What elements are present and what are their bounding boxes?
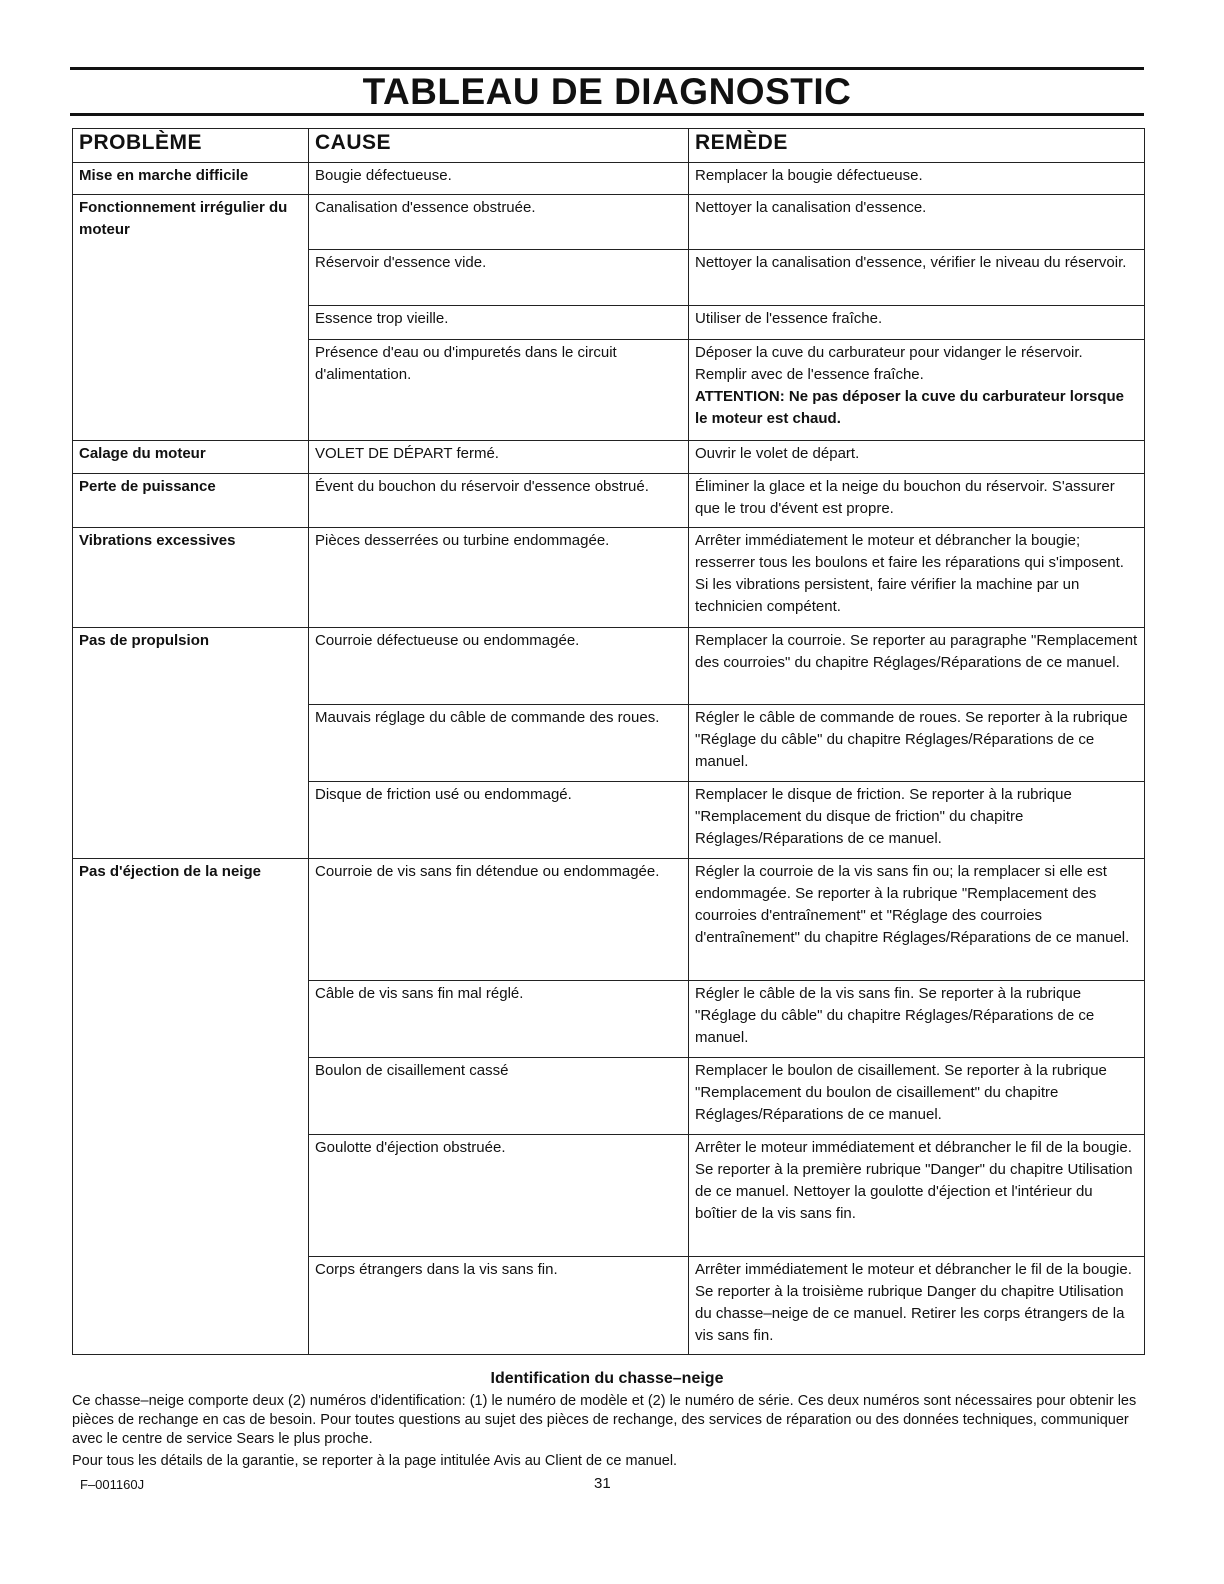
table-row xyxy=(73,782,1145,859)
page-title: TABLEAU DE DIAGNOSTIC xyxy=(362,71,852,112)
problem-cell: Perte de puissance xyxy=(73,474,309,528)
problem-cell xyxy=(73,1058,309,1135)
header-problem: PROBLÈME xyxy=(73,129,309,163)
cause-cell: Essence trop vieille. xyxy=(309,306,689,340)
table-row xyxy=(73,306,1145,340)
bottom-rule xyxy=(70,113,1144,116)
remedy-cell: Ouvrir le volet de départ. xyxy=(689,441,1145,474)
cause-cell: Disque de friction usé ou endommagé. xyxy=(309,782,689,859)
problem-cell: Vibrations excessives xyxy=(73,528,309,628)
problem-cell xyxy=(73,340,309,441)
identification-title: Identification du chasse–neige xyxy=(490,1370,724,1387)
remedy-cell: Arrêter immédiatement le moteur et débrancher la bougie; resserrer tous les boulons et faire les réparations qui s'imposent. Si les vibrations persistent, faire vérifier la machine par un technicien compétent. xyxy=(689,528,1145,628)
problem-cell: Fonctionnement irrégulier du moteur xyxy=(73,195,309,250)
table-row xyxy=(73,628,1145,705)
cause-cell: Évent du bouchon du réservoir d'essence obstrué. xyxy=(309,474,689,528)
remedy-cell: Remplacer le disque de friction. Se reporter à la rubrique "Remplacement du disque de friction" du chapitre Réglages/Réparations de ce manuel. xyxy=(689,782,1145,859)
problem-cell xyxy=(73,705,309,782)
table-row xyxy=(73,195,1145,250)
cause-cell: Corps étrangers dans la vis sans fin. xyxy=(309,1257,689,1355)
cause-cell: Boulon de cisaillement cassé xyxy=(309,1058,689,1135)
problem-cell xyxy=(73,306,309,340)
cause-cell: Présence d'eau ou d'impuretés dans le circuit d'alimentation. xyxy=(309,340,689,441)
remedy-cell: Remplacer la bougie défectueuse. xyxy=(689,163,1145,195)
table-row xyxy=(73,981,1145,1058)
problem-cell xyxy=(73,250,309,306)
diagnostic-table xyxy=(72,128,1145,1355)
problem-cell xyxy=(73,1135,309,1257)
warning-text: ATTENTION: Ne pas déposer la cuve du carburateur lorsque le moteur est chaud. xyxy=(695,388,1124,427)
cause-cell: Mauvais réglage du câble de commande des roues. xyxy=(309,705,689,782)
remedy-cell: Arrêter immédiatement le moteur et débrancher le fil de la bougie. Se reporter à la troisième rubrique Danger du chapitre Utilisation du chasse–neige de ce manuel. Retirer les corps étrangers de la vis sans fin. xyxy=(689,1257,1145,1355)
table-row xyxy=(73,528,1145,628)
remedy-cell: Éliminer la glace et la neige du bouchon du réservoir. S'assurer que le trou d'évent est propre. xyxy=(689,474,1145,528)
cause-cell: Courroie de vis sans fin détendue ou endommagée. xyxy=(309,859,689,981)
identification-text: Ce chasse–neige comporte deux (2) numéros d'identification: (1) le numéro de modèle et (2) le numéro de série. Ces deux numéros sont nécessaires pour obtenir les pièces de rechange en cas de besoin. Pour toutes questions au sujet des pièces de rechange, des services de réparation ou des données techniques, communiquer avec le centre de service Sears le plus proche. xyxy=(72,1393,1137,1447)
remedy-cell: Utiliser de l'essence fraîche. xyxy=(689,306,1145,340)
remedy-cell: Nettoyer la canalisation d'essence, vérifier le niveau du réservoir. xyxy=(689,250,1145,306)
problem-cell: Calage du moteur xyxy=(73,441,309,474)
cause-cell: Canalisation d'essence obstruée. xyxy=(309,195,689,250)
remedy-cell: Arrêter le moteur immédiatement et débrancher le fil de la bougie. Se reporter à la première rubrique "Danger" du chapitre Utilisation de ce manuel. Nettoyer la goulotte d'éjection et l'intérieur du boîtier de la vis sans fin. xyxy=(689,1135,1145,1257)
problem-cell: Pas d'éjection de la neige xyxy=(73,859,309,981)
table-row xyxy=(73,163,1145,195)
cause-cell: Bougie défectueuse. xyxy=(309,163,689,195)
remedy-cell xyxy=(689,340,1145,441)
table-row xyxy=(73,1058,1145,1135)
table-row xyxy=(73,441,1145,474)
problem-cell: Pas de propulsion xyxy=(73,628,309,705)
table-row xyxy=(73,859,1145,981)
remedy-cell: Régler le câble de commande de roues. Se reporter à la rubrique "Réglage du câble" du chapitre Réglages/Réparations de ce manuel. xyxy=(689,705,1145,782)
remedy-cell: Remplacer la courroie. Se reporter au paragraphe "Remplacement des courroies" du chapitre Réglages/Réparations de ce manuel. xyxy=(689,628,1145,705)
header-remedy: REMÈDE xyxy=(689,129,1145,163)
header-cause: CAUSE xyxy=(309,129,689,163)
cause-cell: VOLET DE DÉPART fermé. xyxy=(309,441,689,474)
problem-cell xyxy=(73,1257,309,1355)
table-header-row xyxy=(73,129,1145,163)
table-row xyxy=(73,1135,1145,1257)
table-row xyxy=(73,340,1145,441)
remedy-cell: Régler la courroie de la vis sans fin ou; la remplacer si elle est endommagée. Se reporter à la rubrique "Remplacement des courroies d'entraînement" et "Réglage des courroies d'entraînement" du chapitre Réglages/Réparations de ce manuel. xyxy=(689,859,1145,981)
page-number: 31 xyxy=(594,1475,611,1492)
table-row xyxy=(73,474,1145,528)
cause-cell: Câble de vis sans fin mal réglé. xyxy=(309,981,689,1058)
problem-cell xyxy=(73,782,309,859)
table-row xyxy=(73,705,1145,782)
remedy-text: Déposer la cuve du carburateur pour vidanger le réservoir. Remplir avec de l'essence fraîche. xyxy=(695,344,1083,383)
table-row xyxy=(73,1257,1145,1355)
cause-cell: Réservoir d'essence vide. xyxy=(309,250,689,306)
remedy-cell: Nettoyer la canalisation d'essence. xyxy=(689,195,1145,250)
cause-cell: Courroie défectueuse ou endommagée. xyxy=(309,628,689,705)
table-row xyxy=(73,250,1145,306)
remedy-cell: Remplacer le boulon de cisaillement. Se reporter à la rubrique "Remplacement du boulon de cisaillement" du chapitre Réglages/Réparations de ce manuel. xyxy=(689,1058,1145,1135)
warranty-text: Pour tous les détails de la garantie, se reporter à la page intitulée Avis au Client de ce manuel. xyxy=(72,1453,678,1469)
document-code: F–001160J xyxy=(80,1477,145,1492)
problem-cell: Mise en marche difficile xyxy=(73,163,309,195)
problem-cell xyxy=(73,981,309,1058)
cause-cell: Pièces desserrées ou turbine endommagée. xyxy=(309,528,689,628)
cause-cell: Goulotte d'éjection obstruée. xyxy=(309,1135,689,1257)
remedy-cell: Régler le câble de la vis sans fin. Se reporter à la rubrique "Réglage du câble" du chapitre Réglages/Réparations de ce manuel. xyxy=(689,981,1145,1058)
